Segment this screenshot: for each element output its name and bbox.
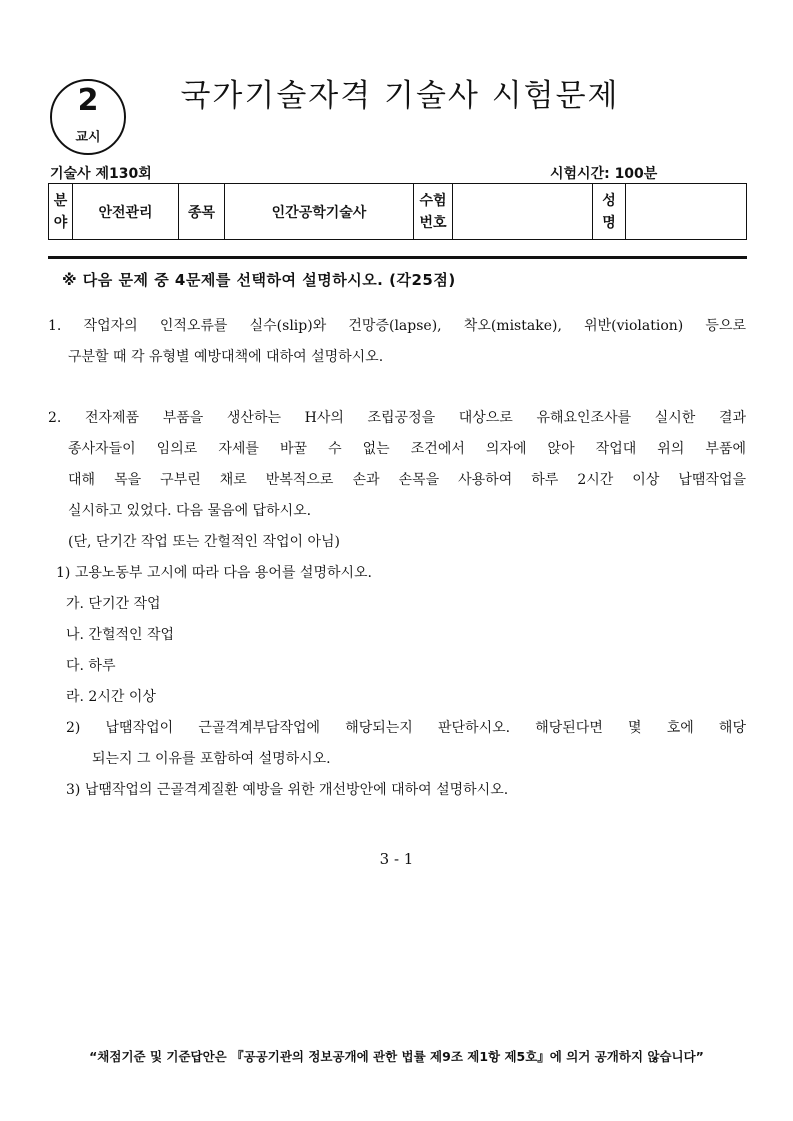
exam-no-label-top: 수험 (419, 192, 447, 209)
question-2-line-4: 실시하고 있었다. 다음 물음에 답하시오. (68, 503, 312, 519)
question-2-item-4: 라. 2시간 이상 (66, 689, 156, 705)
question-2-sub-1: 1) 고용노동부 고시에 따라 다음 용어를 설명하시오. (56, 565, 372, 581)
field-label-bottom: 야 (53, 214, 68, 231)
question-1-line-2: 구분할 때 각 유형별 예방대책에 대하여 설명하시오. (68, 349, 384, 365)
session-label: 교시 (75, 130, 101, 145)
question-2-sub-3: 3) 납땜작업의 근골격계질환 예방을 위한 개선방안에 대하여 설명하시오. (66, 782, 509, 798)
question-2-item-1: 가. 단기간 작업 (66, 596, 161, 612)
field-label-cell (49, 184, 73, 240)
divider (48, 256, 747, 259)
question-2-item-3: 다. 하루 (66, 658, 116, 674)
name-label-bottom: 명 (602, 214, 616, 231)
instruction: ※ 다음 문제 중 4문제를 선택하여 설명하시오. (각25점) (62, 271, 456, 289)
question-2-line-3: 대해 목을 구부린 채로 반복적으로 손과 손목을 사용하여 하루 2시간 이상 납땜작업을 (68, 472, 746, 488)
exam-name: 기술사 제130회 (50, 166, 152, 182)
question-2-item-2: 나. 간헐적인 작업 (66, 627, 175, 643)
question-2-note: (단, 단기간 작업 또는 간헐적인 작업이 아님) (68, 534, 340, 550)
name-label-top: 성 (602, 192, 616, 209)
exam-info-table (48, 183, 747, 240)
question-2-sub-2-line-2: 되는지 그 이유를 포함하여 설명하시오. (92, 751, 331, 767)
session-number: 2 (77, 83, 99, 118)
field-label-top: 분 (53, 192, 68, 209)
question-2-line-2: 종사자들이 임의로 자세를 바꿀 수 없는 조건에서 의자에 앉아 작업대 위의 부품에 (68, 441, 746, 457)
exam-time: 시험시간: 100분 (550, 166, 658, 182)
exam-no-field[interactable] (453, 184, 593, 240)
footer-notice: “채점기준 및 기준답안은 『공공기관의 정보공개에 관한 법률 제9조 제1항 제5호』에 의거 공개하지 않습니다” (89, 1049, 704, 1064)
name-label-cell (593, 184, 626, 240)
question-2-line-1: 2. 전자제품 부품을 생산하는 H사의 조립공정을 대상으로 유해요인조사를 실시한 결과 (48, 410, 746, 426)
exam-no-label-cell (414, 184, 453, 240)
name-field[interactable] (626, 184, 747, 240)
field-value: 안전관리 (73, 184, 179, 240)
exam-no-label-bottom: 번호 (419, 214, 447, 231)
page-title: 국가기술자격 기술사 시험문제 (180, 78, 620, 114)
question-2-sub-2-line-1: 2) 납땜작업이 근골격계부담작업에 해당되는지 판단하시오. 해당된다면 몇 호에 해당 (66, 720, 746, 736)
category-value: 인간공학기술사 (225, 184, 414, 240)
question-1-line-1: 1. 작업자의 인적오류를 실수(slip)와 건망증(lapse), 착오(mistake), 위반(violation) 등으로 (48, 318, 746, 334)
page-number: 3 - 1 (379, 850, 414, 868)
category-label: 종목 (179, 184, 225, 240)
